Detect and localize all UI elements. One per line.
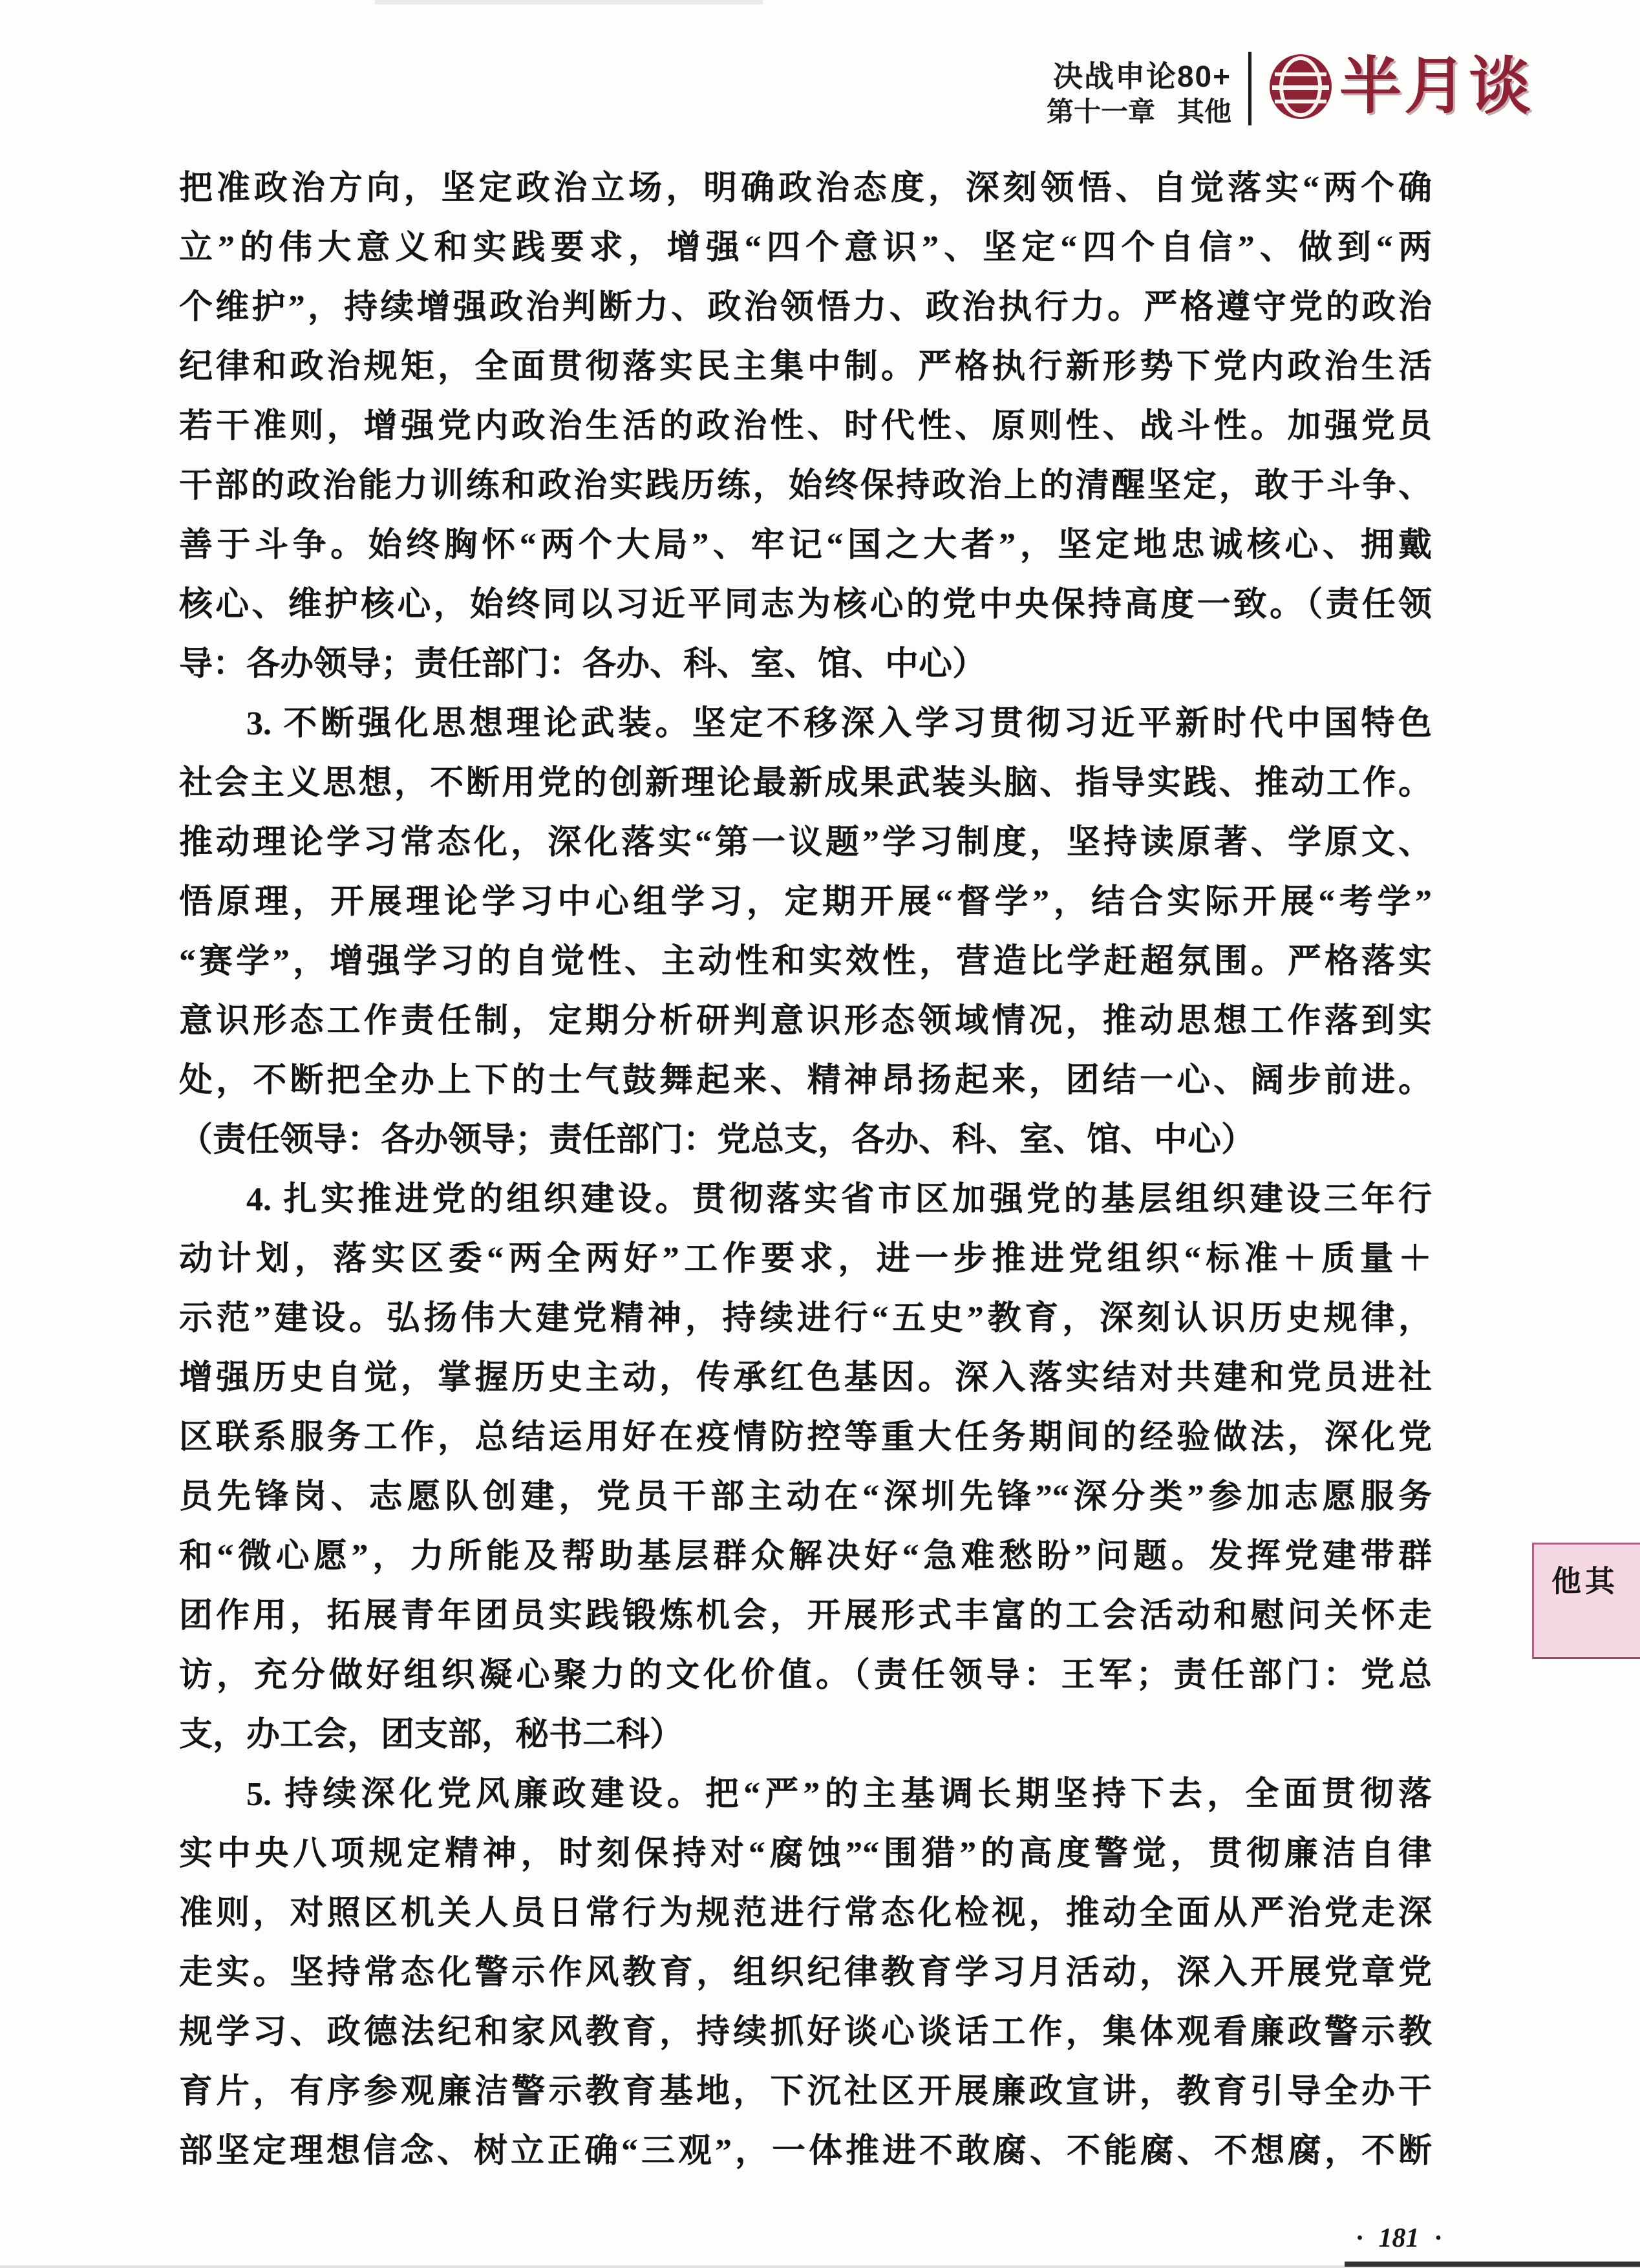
text-line: 3. 不断强化思想理论武装。坚定不移深入学习贯彻习近平新时代中国特色 [246, 705, 1432, 742]
text-line: 把准政治方向，坚定政治立场，明确政治态度，深刻领悟、自觉落实“两个确 [179, 170, 1432, 207]
text-line: 核心、维护核心，始终同以习近平同志为核心的党中央保持高度一致。（责任领 [179, 586, 1432, 623]
text-line: 个维护”，持续增强政治判断力、政治领悟力、政治执行力。严格遵守党的政治 [179, 289, 1432, 326]
text-line: 实中央八项规定精神，时刻保持对“腐蚀”“围猎”的高度警觉，贯彻廉洁自律 [179, 1835, 1432, 1872]
text-line: 意识形态工作责任制，定期分析研判意识形态领域情况，推动思想工作落到实 [179, 1003, 1432, 1040]
paragraph [179, 1170, 1432, 1765]
text-line: 4. 扎实推进党的组织建设。贯彻落实省市区加强党的基层组织建设三年行 [246, 1181, 1432, 1218]
text-line: 社会主义思想，不断用党的创新理论最新成果武装头脑、指导实践、推动工作。 [179, 765, 1432, 802]
text-line: 干部的政治能力训练和政治实践历练，始终保持政治上的清醒坚定，敢于斗争、 [179, 467, 1432, 504]
chapter-number: 第十一章 [1046, 96, 1155, 127]
text-line: 走实。坚持常态化警示作风教育，组织纪律教育学习月活动，深入开展党章党 [179, 1954, 1432, 1991]
text-line: 善于斗争。始终胸怀“两个大局”、牢记“国之大者”，坚定地忠诚核心、拥戴 [179, 527, 1432, 564]
paragraph [179, 159, 1432, 694]
text-line: 和“微心愿”，力所能及帮助基层群众解决好“急难愁盼”问题。发挥党建带群 [179, 1538, 1432, 1575]
text-line: “赛学”，增强学习的自觉性、主动性和实效性，营造比学赶超氛围。严格落实 [179, 943, 1432, 980]
text-line: 访，充分做好组织凝心聚力的文化价值。（责任领导：王军；责任部门：党总 [179, 1657, 1432, 1694]
text-line: 若干准则，增强党内政治生活的政治性、时代性、原则性、战斗性。加强党员 [179, 408, 1432, 445]
page-number-value: 181 [1378, 2223, 1420, 2253]
chapter-section: 其他 [1177, 96, 1231, 127]
body-text [179, 159, 1432, 2181]
scan-artifact-top [375, 0, 763, 5]
text-line: 动计划，落实区委“两全两好”工作要求，进一步推进党组织“标准＋质量＋ [179, 1241, 1432, 1278]
text-line: 立”的伟大意义和实践要求，增强“四个意识”、坚定“四个自信”、做到“两 [179, 230, 1432, 266]
text-line: 5. 持续深化党风廉政建设。把“严”的主基调长期坚持下去，全面贯彻落 [246, 1776, 1432, 1813]
page-number [1356, 2223, 1442, 2254]
book-title: 决战申论80+ [1052, 59, 1231, 93]
page-number-dot-right: · [1434, 2223, 1442, 2253]
text-line: 推动理论学习常态化，深化落实“第一议题”学习制度，坚持读原著、学原文、 [179, 824, 1432, 861]
paragraph [179, 694, 1432, 1170]
paragraph [179, 1765, 1432, 2181]
text-line: 示范”建设。弘扬伟大建党精神，持续进行“五史”教育，深刻认识历史规律， [179, 1300, 1432, 1337]
text-line: 处，不断把全办上下的士气鼓舞起来、精神昂扬起来，团结一心、阔步前进。 [179, 1062, 1432, 1099]
text-line: 增强历史自觉，掌握历史主动，传承红色基因。深入落实结对共建和党员进社 [179, 1360, 1432, 1396]
text-line: 导：各办领导；责任部门：各办、科、室、馆、中心） [179, 646, 986, 683]
text-line: （责任领导：各办领导；责任部门：党总支，各办、科、室、馆、中心） [179, 1122, 1255, 1159]
text-line: 部坚定理想信念、树立正确“三观”，一体推进不敢腐、不能腐、不想腐，不断 [179, 2133, 1432, 2170]
banyuetan-logo [1267, 52, 1533, 122]
page-number-dot-left: · [1356, 2223, 1363, 2253]
globe-icon [1267, 52, 1334, 122]
text-line: 育片，有序参观廉洁警示教育基地，下沉社区开展廉政宣讲，教育引导全办干 [179, 2073, 1432, 2110]
side-tab-label: 其他 [1548, 1565, 1614, 1617]
header-divider [1248, 52, 1251, 125]
logo-text: 半月谈 [1339, 52, 1533, 121]
text-line: 区联系服务工作，总结运用好在疫情防控等重大任务期间的经验做法，深化党 [179, 1419, 1432, 1456]
side-tab-qita [1532, 1543, 1640, 1659]
text-line: 员先锋岗、志愿队创建，党员干部主动在“深圳先锋”“深分类”参加志愿服务 [179, 1479, 1432, 1515]
chapter-heading [1047, 91, 1231, 129]
scan-artifact-bottom-dark [1345, 2262, 1640, 2267]
text-line: 规学习、政德法纪和家风教育，持续抓好谈心谈话工作，集体观看廉政警示教 [179, 2014, 1432, 2051]
text-line: 悟原理，开展理论学习中心组学习，定期开展“督学”，结合实际开展“考学” [179, 884, 1432, 921]
text-line: 支，办工会，团支部，秘书二科） [179, 1717, 684, 1753]
text-line: 团作用，拓展青年团员实践锻炼机会，开展形式丰富的工会活动和慰问关怀走 [179, 1598, 1432, 1634]
text-line: 准则，对照区机关人员日常行为规范进行常态化检视，推动全面从严治党走深 [179, 1895, 1432, 1932]
text-line: 纪律和政治规矩，全面贯彻落实民主集中制。严格执行新形势下党内政治生活 [179, 348, 1432, 385]
